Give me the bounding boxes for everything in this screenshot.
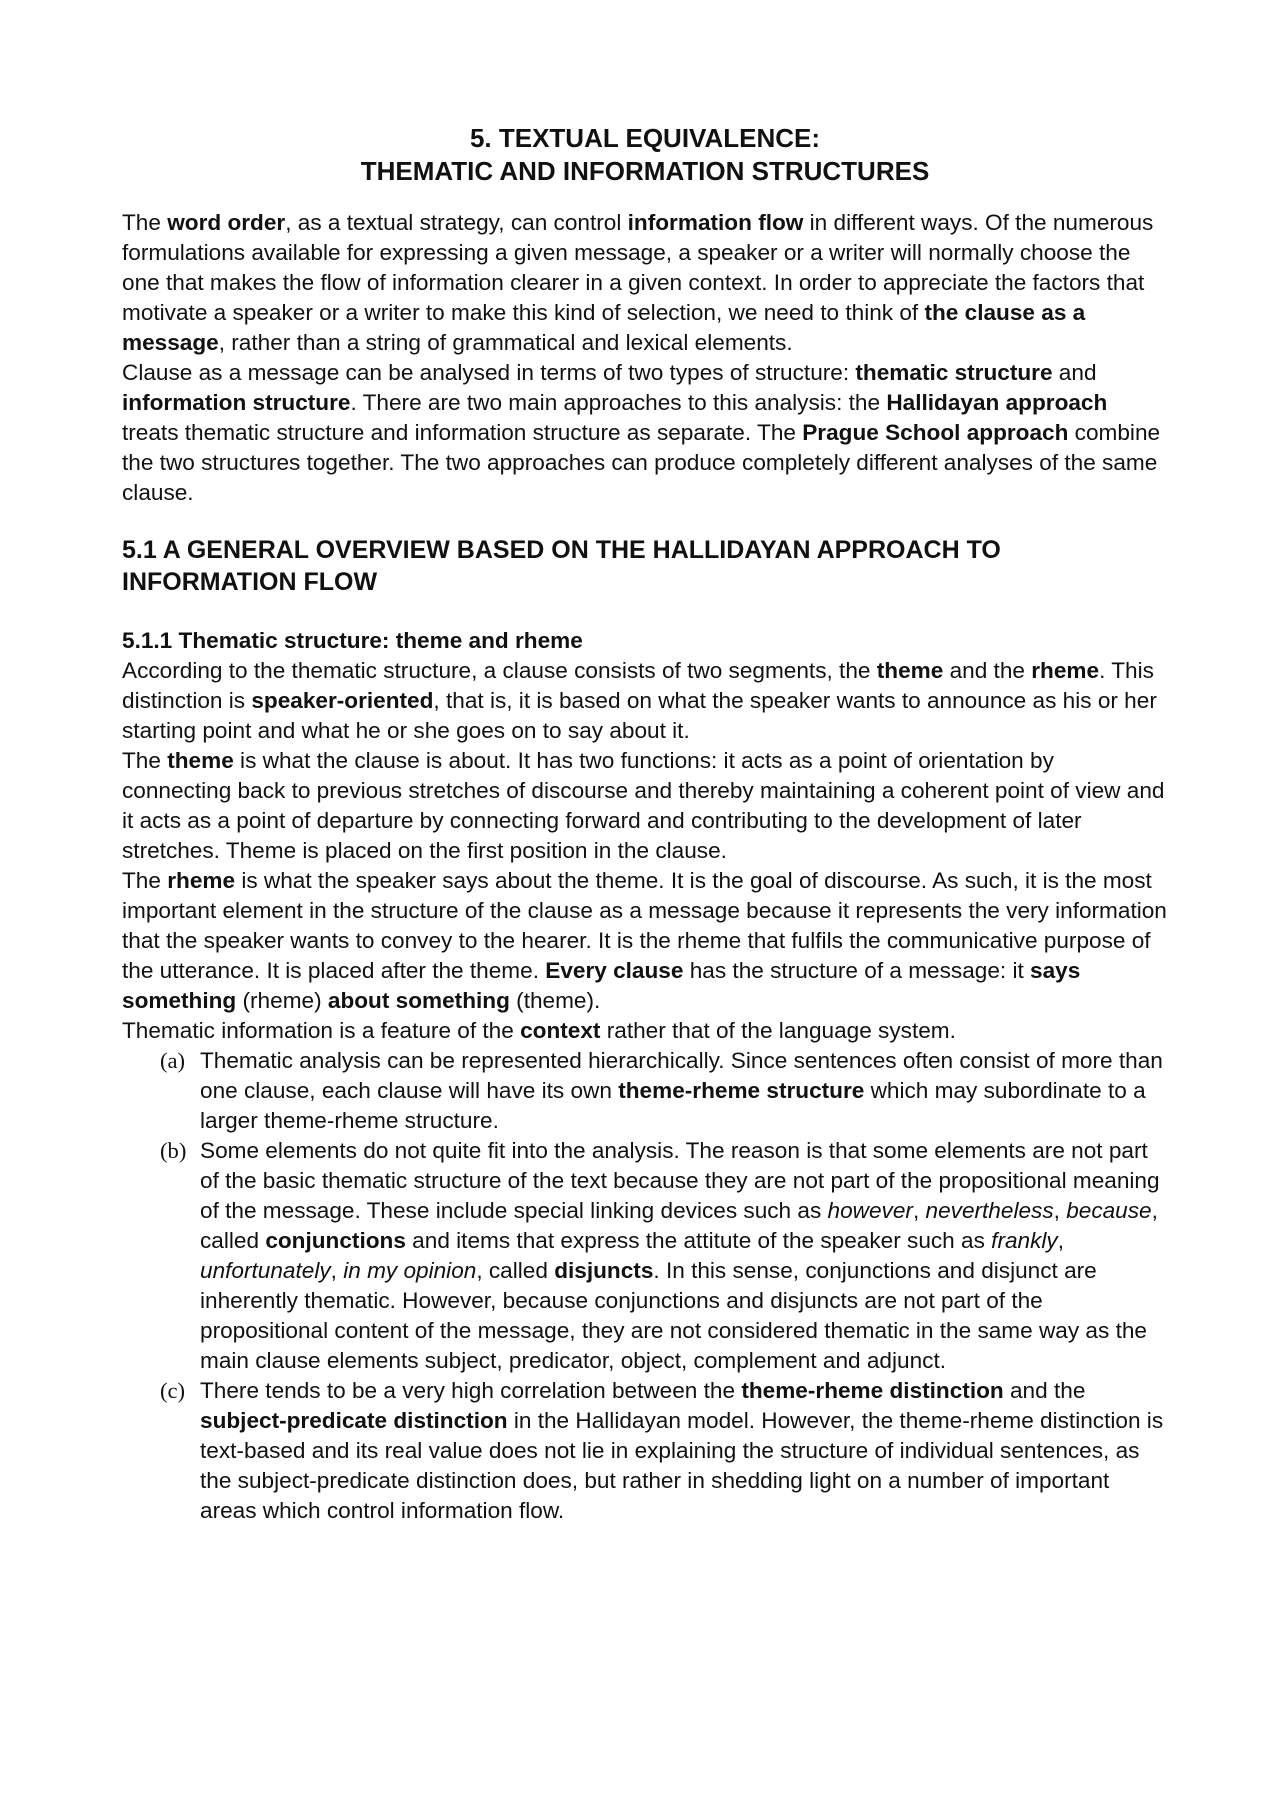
text-run: , as a textual strategy, can control bbox=[285, 210, 628, 235]
section-heading: 5.1 A GENERAL OVERVIEW BASED ON THE HALLIDAYAN APPROACH TO INFORMATION FLOW bbox=[122, 536, 1001, 596]
body-paragraph-4 bbox=[122, 1016, 1168, 1046]
text-run: Some elements do not quite fit into the analysis. The reason is that some elements are not part of the basic thematic structure of the text because they are not part of the propositional meaning of the message. These include special linking devices such as bbox=[200, 1138, 1160, 1223]
bold-term: theme bbox=[167, 748, 234, 773]
intro-paragraph-1 bbox=[122, 208, 1168, 358]
title-line-1: 5. TEXTUAL EQUIVALENCE: bbox=[469, 123, 821, 153]
bold-term: says something bbox=[122, 958, 1081, 1013]
list-marker: (b) bbox=[160, 1138, 187, 1163]
text-run: There tends to be a very high correlation between the bbox=[200, 1378, 742, 1403]
list-marker: (c) bbox=[160, 1378, 186, 1403]
text-run: which may subordinate to a larger theme-rheme structure. bbox=[200, 1078, 1146, 1133]
list-item bbox=[122, 1136, 1168, 1376]
bold-term: word order bbox=[167, 210, 286, 235]
text-run: is what the speaker says about the theme. It is the goal of discourse. As such, it is the most important element in the structure of the clause as a message because it represents the very information that the speaker wants to convey to the hearer. It is the rheme that fulfils the communicative purpose of the utterance. It is placed after the theme. bbox=[122, 868, 1167, 983]
list-item-text bbox=[200, 1138, 1160, 1373]
italic-term: nevertheless bbox=[925, 1198, 1054, 1223]
text-run: and bbox=[1052, 360, 1097, 385]
italic-term: frankly bbox=[991, 1228, 1058, 1253]
text-run: The bbox=[122, 210, 168, 235]
list-item bbox=[122, 1376, 1168, 1526]
subsection-heading: 5.1.1 Thematic structure: theme and rheme bbox=[122, 628, 583, 653]
text-run: , called bbox=[200, 1198, 1158, 1253]
body-paragraph-3 bbox=[122, 866, 1168, 1016]
list-item-text bbox=[200, 1378, 1163, 1523]
bold-term: about something bbox=[327, 988, 510, 1013]
bold-term: Every clause bbox=[545, 958, 684, 983]
text-run: and items that express the attitute of the speaker such as bbox=[405, 1228, 992, 1253]
text-run: , bbox=[330, 1258, 344, 1283]
bold-term: information structure bbox=[122, 390, 351, 415]
text-run: According to the thematic structure, a clause consists of two segments, the bbox=[122, 658, 877, 683]
text-run: and the bbox=[1003, 1378, 1086, 1403]
text-run: The bbox=[122, 868, 168, 893]
text-run: , bbox=[912, 1198, 926, 1223]
italic-term: in my opinion bbox=[343, 1258, 477, 1283]
bold-term: information flow bbox=[627, 210, 804, 235]
body-paragraph-2 bbox=[122, 746, 1168, 866]
text-run: (theme). bbox=[509, 988, 601, 1013]
list-item-text bbox=[200, 1048, 1163, 1133]
text-run: and the bbox=[943, 658, 1032, 683]
bold-term: theme-rheme structure bbox=[618, 1078, 865, 1103]
intro-paragraph-2 bbox=[122, 358, 1168, 508]
bold-term: rheme bbox=[167, 868, 236, 893]
text-run: , called bbox=[476, 1258, 555, 1283]
text-run: , that is, it is based on what the speaker wants to announce as his or her starting point and what he or she goes on to say about it. bbox=[122, 688, 1157, 743]
bold-term: subject-predicate distinction bbox=[200, 1408, 508, 1433]
text-run: , rather than a string of grammatical and lexical elements. bbox=[218, 330, 793, 355]
list-item bbox=[122, 1046, 1168, 1136]
text-run: rather that of the language system. bbox=[600, 1018, 956, 1043]
italic-term: however bbox=[827, 1198, 913, 1223]
points-list bbox=[122, 1046, 1168, 1526]
text-run: , bbox=[1053, 1198, 1067, 1223]
text-run: . There are two main approaches to this analysis: the bbox=[350, 390, 887, 415]
bold-term: theme bbox=[876, 658, 944, 683]
text-run: Clause as a message can be analysed in terms of two types of structure: bbox=[122, 360, 856, 385]
body-paragraph-1 bbox=[122, 656, 1168, 746]
text-run: in different ways. Of the numerous formulations available for expressing a given message, a speaker or a writer will normally choose the one that makes the flow of information clearer in a given context. In order to appreciate the factors that motivate a speaker or a writer to make this kind of selection, we need to think of bbox=[122, 210, 1154, 325]
bold-term: theme-rheme distinction bbox=[741, 1378, 1004, 1403]
text-run: The bbox=[122, 748, 168, 773]
text-run: . In this sense, conjunctions and disjunct are inherently thematic. However, because conjunctions and disjuncts are not part of the propositional content of the message, they are not considered thematic in the same way as the main clause elements subject, predicator, object, complement and adjunct. bbox=[200, 1258, 1147, 1373]
bold-term: the clause as a message bbox=[122, 300, 1086, 355]
text-run: . This distinction is bbox=[122, 658, 1154, 713]
text-run: is what the clause is about. It has two functions: it acts as a point of orientation by connecting back to previous stretches of discourse and thereby maintaining a coherent point of view and it acts as a point of departure by connecting forward and contributing to the development of later stretches. Theme is placed on the first position in the clause. bbox=[122, 748, 1165, 863]
text-run: combine the two structures together. The two approaches can produce completely different analyses of the same clause. bbox=[122, 420, 1161, 505]
bold-term: conjunctions bbox=[265, 1228, 406, 1253]
bold-term: context bbox=[520, 1018, 601, 1043]
bold-term: Hallidayan approach bbox=[886, 390, 1108, 415]
text-run: treats thematic structure and information structure as separate. The bbox=[122, 420, 803, 445]
text-run: (rheme) bbox=[236, 988, 328, 1013]
title-line-2: THEMATIC AND INFORMATION STRUCTURES bbox=[360, 156, 930, 186]
text-run: Thematic information is a feature of the bbox=[122, 1018, 521, 1043]
bold-term: Prague School approach bbox=[802, 420, 1069, 445]
bold-term: thematic structure bbox=[855, 360, 1053, 385]
list-marker: (a) bbox=[160, 1048, 186, 1073]
bold-term: rheme bbox=[1031, 658, 1100, 683]
italic-term: unfortunately bbox=[200, 1258, 331, 1283]
text-run: in the Hallidayan model. However, the theme-rheme distinction is text-based and its real value does not lie in explaining the structure of individual sentences, as the subject-predicate distinction does, but rather in shedding light on a number of important areas which control information flow. bbox=[200, 1408, 1164, 1523]
text-run: has the structure of a message: it bbox=[683, 958, 1031, 983]
bold-term: disjuncts bbox=[554, 1258, 654, 1283]
italic-term: because bbox=[1066, 1198, 1152, 1223]
bold-term: speaker-oriented bbox=[251, 688, 434, 713]
text-run: Thematic analysis can be represented hierarchically. Since sentences often consist of more than one clause, each clause will have its own bbox=[200, 1048, 1163, 1103]
text-run: , bbox=[1057, 1228, 1064, 1253]
page-title bbox=[122, 122, 1168, 188]
